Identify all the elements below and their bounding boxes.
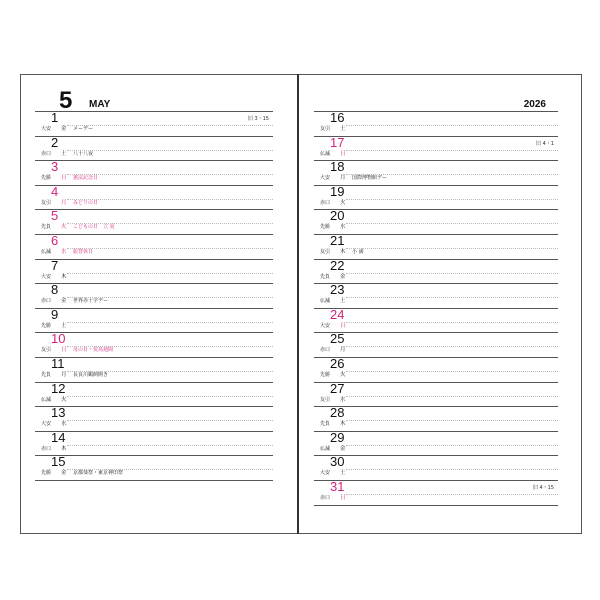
dotted-rule xyxy=(346,445,558,446)
weekday-label: 金 xyxy=(340,445,346,452)
day-row[interactable] xyxy=(35,455,273,480)
day-row[interactable] xyxy=(314,308,558,333)
dotted-rule xyxy=(67,223,273,224)
weekday-label: 水 xyxy=(61,248,67,255)
dotted-rule xyxy=(67,174,273,175)
day-number: 15 xyxy=(51,454,66,470)
lunar-date: 旧 4・15 xyxy=(532,484,554,491)
dotted-rule xyxy=(67,445,273,446)
day-row[interactable] xyxy=(314,431,558,456)
day-number: 25 xyxy=(330,331,345,347)
day-row[interactable] xyxy=(314,480,558,505)
event-label: みどりの日 xyxy=(73,199,99,206)
weekday-label: 金 xyxy=(61,126,67,132)
dotted-rule xyxy=(67,396,273,397)
rokuyo-label: 赤口 xyxy=(41,150,52,157)
day-number: 29 xyxy=(330,429,345,445)
day-number: 12 xyxy=(51,380,66,396)
dotted-rule xyxy=(346,371,558,372)
rokuyo-label: 赤口 xyxy=(41,298,52,305)
weekday-label: 木 xyxy=(340,421,346,428)
weekday-label: 土 xyxy=(340,298,346,305)
rokuyo-label: 大安 xyxy=(41,421,52,428)
day-row[interactable] xyxy=(35,111,273,136)
event-label: メーデー xyxy=(73,126,94,132)
rokuyo-label: 大安 xyxy=(41,126,52,132)
weekday-label: 日 xyxy=(340,494,346,501)
day-row[interactable] xyxy=(314,136,558,161)
dotted-rule xyxy=(346,248,558,249)
day-row[interactable] xyxy=(314,332,558,357)
event-label: 京都葵祭・東京神田祭 xyxy=(73,470,124,477)
month-number: 5 xyxy=(59,87,73,114)
rokuyo-label: 先負 xyxy=(41,371,52,378)
event-label: 振替休日 xyxy=(73,248,94,255)
dotted-rule xyxy=(346,150,558,151)
weekday-label: 土 xyxy=(61,150,67,157)
dotted-rule xyxy=(346,494,558,495)
day-row[interactable] xyxy=(35,234,273,259)
month-name: MAY xyxy=(89,99,111,110)
rokuyo-label: 赤口 xyxy=(320,494,331,501)
rokuyo-label: 先勝 xyxy=(320,371,331,378)
diary-spread xyxy=(20,74,582,534)
right-day-list xyxy=(314,111,558,505)
day-number: 18 xyxy=(330,159,345,175)
day-number: 1 xyxy=(51,110,59,125)
day-row[interactable] xyxy=(314,259,558,284)
rokuyo-label: 仏滅 xyxy=(41,396,52,403)
day-row[interactable] xyxy=(314,382,558,407)
day-number: 20 xyxy=(330,208,345,224)
day-row[interactable] xyxy=(314,234,558,259)
weekday-label: 日 xyxy=(61,175,67,182)
dotted-rule xyxy=(346,125,558,126)
right-page xyxy=(314,75,558,506)
day-number: 30 xyxy=(330,454,345,470)
day-row[interactable] xyxy=(35,406,273,431)
event-label: 長良川鵜飼開き xyxy=(73,371,109,378)
day-number: 4 xyxy=(51,183,59,199)
dotted-rule xyxy=(346,199,558,200)
dotted-rule xyxy=(67,248,273,249)
weekday-label: 火 xyxy=(340,371,346,378)
dotted-rule xyxy=(67,371,273,372)
dotted-rule xyxy=(346,396,558,397)
day-number: 7 xyxy=(51,257,59,273)
day-row[interactable] xyxy=(35,259,273,284)
day-row[interactable] xyxy=(314,406,558,431)
spine xyxy=(297,74,299,534)
weekday-label: 火 xyxy=(61,224,67,231)
day-row[interactable] xyxy=(314,357,558,382)
event-label: 世界赤十字デー xyxy=(73,298,109,305)
divider xyxy=(314,505,558,506)
weekday-label: 水 xyxy=(340,224,346,231)
dotted-rule xyxy=(67,273,273,274)
rokuyo-label: 赤口 xyxy=(41,445,52,452)
day-number: 26 xyxy=(330,355,345,371)
month-header xyxy=(35,75,273,114)
day-number: 16 xyxy=(330,110,345,125)
day-row[interactable] xyxy=(35,160,273,185)
rokuyo-label: 赤口 xyxy=(320,199,331,206)
day-number: 27 xyxy=(330,380,345,396)
weekday-label: 日 xyxy=(61,347,67,354)
event-label: 憲法記念日 xyxy=(73,175,99,182)
year-label: 2026 xyxy=(523,99,546,110)
rokuyo-label: 仏滅 xyxy=(320,298,331,305)
dotted-rule xyxy=(67,420,273,421)
day-row[interactable] xyxy=(35,283,273,308)
weekday-label: 土 xyxy=(340,126,346,132)
weekday-label: 日 xyxy=(340,322,346,329)
dotted-rule xyxy=(346,420,558,421)
day-row[interactable] xyxy=(35,382,273,407)
day-row[interactable] xyxy=(314,185,558,210)
rokuyo-label: 先勝 xyxy=(41,322,52,329)
rokuyo-label: 大安 xyxy=(320,175,331,182)
dotted-rule xyxy=(67,346,273,347)
day-number: 5 xyxy=(51,208,59,224)
rokuyo-label: 先負 xyxy=(41,224,52,231)
day-row[interactable] xyxy=(35,136,273,161)
rokuyo-label: 赤口 xyxy=(320,347,331,354)
dotted-rule xyxy=(67,469,273,470)
weekday-label: 月 xyxy=(61,371,67,378)
weekday-label: 月 xyxy=(61,199,67,206)
day-number: 28 xyxy=(330,405,345,421)
day-number: 11 xyxy=(51,355,65,371)
rokuyo-label: 友引 xyxy=(41,199,52,206)
lunar-date: 旧 4・1 xyxy=(536,140,554,147)
rokuyo-label: 先勝 xyxy=(320,224,331,231)
day-number: 31 xyxy=(330,478,345,494)
day-number: 17 xyxy=(330,134,345,150)
dotted-rule xyxy=(67,199,273,200)
rokuyo-label: 仏滅 xyxy=(320,150,331,157)
dotted-rule xyxy=(346,346,558,347)
day-row[interactable] xyxy=(314,111,558,136)
rokuyo-label: 友引 xyxy=(320,126,331,132)
dotted-rule xyxy=(67,125,273,126)
weekday-label: 金 xyxy=(340,273,346,280)
lunar-date: 旧 3・15 xyxy=(247,116,269,122)
rokuyo-label: 大安 xyxy=(41,273,52,280)
day-number: 21 xyxy=(330,232,345,248)
day-number: 13 xyxy=(51,405,66,421)
weekday-label: 水 xyxy=(340,396,346,403)
day-row[interactable] xyxy=(35,431,273,456)
event-label: 八十八夜 xyxy=(73,150,94,157)
day-row[interactable] xyxy=(314,160,558,185)
weekday-label: 木 xyxy=(61,273,67,280)
year-header xyxy=(314,75,558,111)
dotted-rule xyxy=(346,223,558,224)
rokuyo-label: 友引 xyxy=(320,248,331,255)
rokuyo-label: 先負 xyxy=(320,421,331,428)
weekday-label: 日 xyxy=(340,150,346,157)
day-number: 19 xyxy=(330,183,345,199)
rokuyo-label: 友引 xyxy=(320,396,331,403)
weekday-label: 月 xyxy=(340,175,346,182)
day-number: 8 xyxy=(51,282,59,298)
weekday-label: 土 xyxy=(340,470,346,477)
dotted-rule xyxy=(346,174,558,175)
day-number: 2 xyxy=(51,134,59,150)
day-row[interactable] xyxy=(35,332,273,357)
day-row[interactable] xyxy=(314,209,558,234)
day-number: 23 xyxy=(330,282,345,298)
weekday-label: 金 xyxy=(61,298,67,305)
dotted-rule xyxy=(346,469,558,470)
day-number: 6 xyxy=(51,232,59,248)
left-day-list xyxy=(35,111,273,480)
weekday-label: 金 xyxy=(61,470,67,477)
day-row[interactable] xyxy=(35,209,273,234)
rokuyo-label: 先勝 xyxy=(41,470,52,477)
weekday-label: 月 xyxy=(340,347,346,354)
day-row[interactable] xyxy=(314,283,558,308)
weekday-label: 火 xyxy=(340,199,346,206)
dotted-rule xyxy=(67,322,273,323)
weekday-label: 木 xyxy=(61,445,67,452)
weekday-label: 木 xyxy=(340,248,346,255)
divider xyxy=(35,480,273,481)
rokuyo-label: 先負 xyxy=(320,273,331,280)
dotted-rule xyxy=(346,322,558,323)
day-row[interactable] xyxy=(35,357,273,382)
rokuyo-label: 友引 xyxy=(41,347,52,354)
day-number: 9 xyxy=(51,306,59,322)
event-label: 国際博物館デー xyxy=(352,175,388,182)
day-number: 10 xyxy=(51,331,66,347)
weekday-label: 火 xyxy=(61,396,67,403)
event-label: 母の日・愛鳥週間 xyxy=(73,347,114,354)
rokuyo-label: 仏滅 xyxy=(320,445,331,452)
dotted-rule xyxy=(67,297,273,298)
day-number: 14 xyxy=(51,429,66,445)
left-page xyxy=(35,75,273,481)
rokuyo-label: 大安 xyxy=(320,470,331,477)
event-label: 小 満 xyxy=(352,248,364,255)
rokuyo-label: 先勝 xyxy=(41,175,52,182)
day-row[interactable] xyxy=(314,455,558,480)
rokuyo-label: 大安 xyxy=(320,322,331,329)
day-number: 24 xyxy=(330,306,345,322)
weekday-label: 土 xyxy=(61,322,67,329)
day-row[interactable] xyxy=(35,185,273,210)
weekday-label: 水 xyxy=(61,421,67,428)
day-row[interactable] xyxy=(35,308,273,333)
dotted-rule xyxy=(346,273,558,274)
dotted-rule xyxy=(346,297,558,298)
day-number: 22 xyxy=(330,257,345,273)
event-label: こどもの日 立 夏 xyxy=(73,224,115,231)
day-number: 3 xyxy=(51,159,59,175)
rokuyo-label: 仏滅 xyxy=(41,248,52,255)
dotted-rule xyxy=(67,150,273,151)
